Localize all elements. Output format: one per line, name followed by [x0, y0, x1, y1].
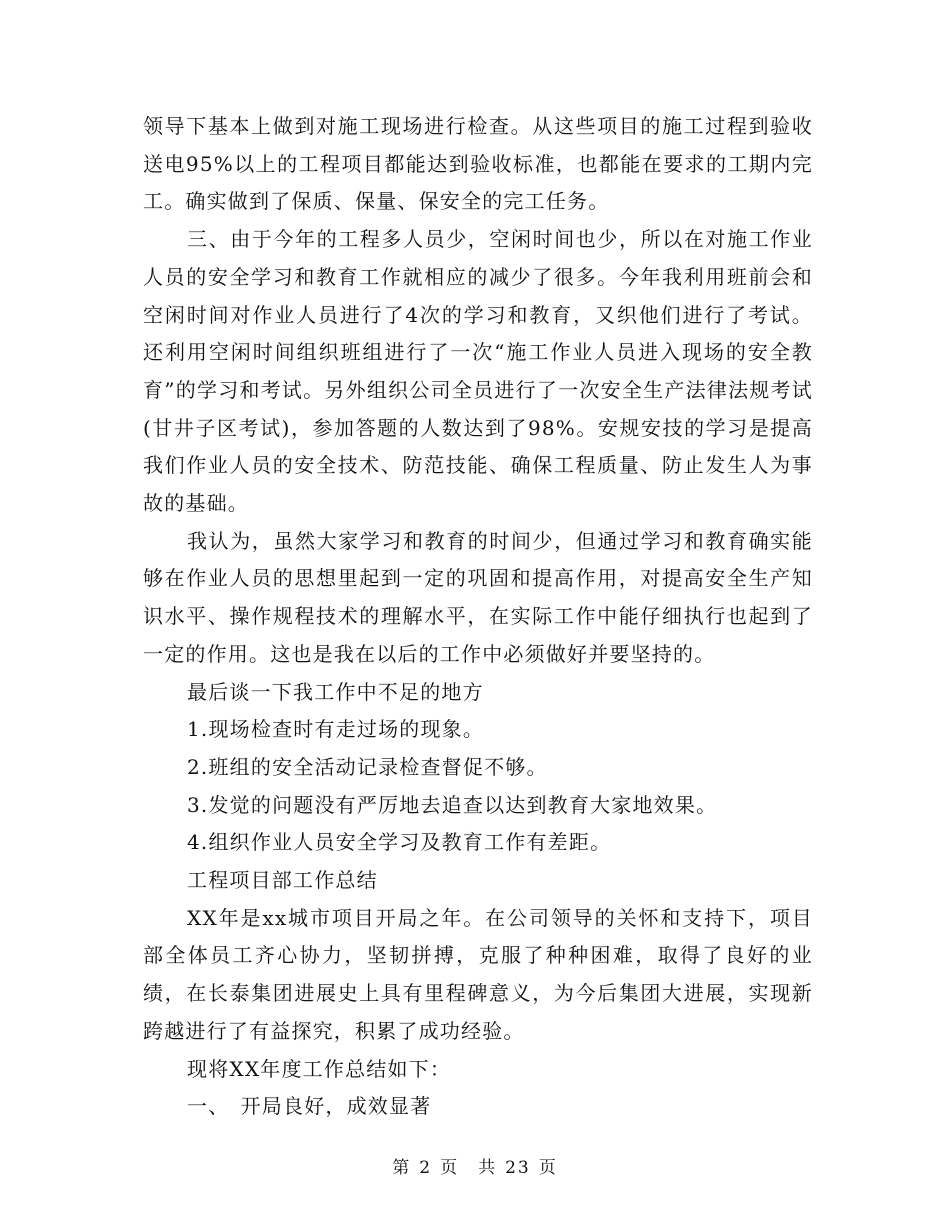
footer-middle: 页 共 — [440, 1158, 498, 1178]
footer-suffix: 页 — [538, 1158, 558, 1178]
section-heading: 工程项目部工作总结 — [187, 868, 378, 893]
total-page-count: 23 — [505, 1158, 531, 1178]
footer-prefix: 第 — [392, 1158, 412, 1178]
paragraph-5: XX年是xx城市项目开局之年。在公司领导的关怀和支持下，项目部全体员工齐心协力，坚韧拼搏，克服了种种困难，取得了良好的业绩，在长泰集团进展史上具有里程碑意义，为今后集团大进展，实现新跨越进行了有益探究，积累了成功经验。 — [143, 905, 813, 1043]
list-item-3: 3.发觉的问题没有严厉地去追查以达到教育大家地效果。 — [187, 792, 718, 817]
page-footer — [0, 1153, 950, 1178]
document-body — [143, 108, 813, 1126]
list-item-4: 4.组织作业人员安全学习及教育工作有差距。 — [187, 830, 612, 855]
current-page-number: 2 — [419, 1158, 433, 1178]
paragraph-4: 最后谈一下我工作中不足的地方 — [187, 679, 484, 704]
list-item-1: 1.现场检查时有走过场的现象。 — [187, 717, 485, 742]
paragraph-1: 领导下基本上做到对施工现场进行检查。从这些项目的施工过程到验收送电95%以上的工程项目都能达到验收标准，也都能在要求的工期内完工。确实做到了保质、保量、保安全的完工任务。 — [143, 114, 813, 214]
subsection-heading: 一、 开局良好，成效显著 — [187, 1094, 432, 1119]
list-item-2: 2.班组的安全活动记录检查督促不够。 — [187, 754, 548, 779]
paragraph-3: 我认为，虽然大家学习和教育的时间少，但通过学习和教育确实能够在作业人员的思想里起到一定的巩固和提高作用，对提高安全生产知识水平、操作规程技术的理解水平，在实际工作中能仔细执行也起到了一定的作用。这也是我在以后的工作中必须做好并要坚持的。 — [143, 528, 813, 666]
paragraph-2: 三、由于今年的工程多人员少，空闲时间也少，所以在对施工作业人员的安全学习和教育工作就相应的减少了很多。今年我利用班前会和空闲时间对作业人员进行了4次的学习和教育，又织他们进行了考试。还利用空闲时间组织班组进行了一次“施工作业人员进入现场的安全教育”的学习和考试。另外组织公司全员进行了一次安全生产法律法规考试(甘井子区考试)，参加答题的人数达到了98%。安规安技的学习是提高我们作业人员的安全技术、防范技能、确保工程质量、防止发生人为事故的基础。 — [143, 227, 813, 516]
paragraph-6: 现将XX年度工作总结如下： — [187, 1056, 452, 1081]
